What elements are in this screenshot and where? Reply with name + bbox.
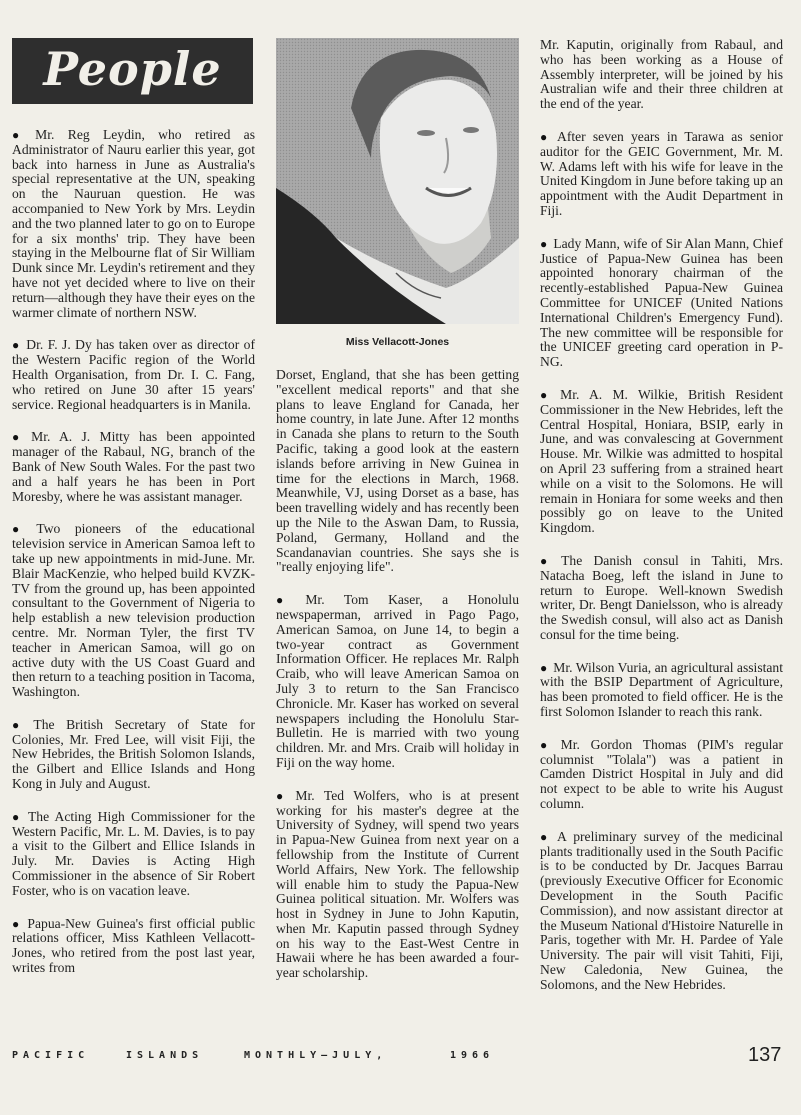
paragraph: ● Lady Mann, wife of Sir Alan Mann, Chief Justice of Papua-New Guinea has been appointed honorary chairman of the recently-established Papua-New Guinea Committee for UNICEF (United Nations International Children's Emergency Fund). The new committee will be responsible for the UNICEF greeting card operation in P-NG. xyxy=(540,235,783,370)
paragraph: ● Mr. Ted Wolfers, who is at present working for his master's degree at the University of Sydney, will spend two years in Papua-New Guinea from next year on a fellowship from the Institute of Current World Affairs, New York. The fellowship will enable him to study the Papua-New Guinea political situation. Mr. Wolfers was host in Sydney in June to John Kaputin, when Mr. Kaputin passed through Sydney on his way to the East-West Centre in Hawaii where he has been awarded a four-year scholarship. xyxy=(276,787,519,981)
bullet-icon: ● xyxy=(12,338,21,353)
paragraph: ● The Danish consul in Tahiti, Mrs. Natacha Boeg, left the island in June to return to Europe. Well-known Swedish writer, Dr. Bengt Danielsson, who is already the Swedish consul, will also act as Danish consul for the time being. xyxy=(540,552,783,642)
bullet-icon: ● xyxy=(12,809,22,824)
section-title: People xyxy=(43,42,222,96)
paragraph: ● Mr. Tom Kaser, a Honolulu newspaperman, arrived in Pago Pago, American Samoa, on June 14, to begin a two-year contract as Government Information Officer. He replaces Mr. Ralph Craib, who will leave American Samoa on July 3 to return to the San Francisco Chronicle. Mr. Kaser has worked on several newspapers including the Honolulu Star-Bulletin. He is married with two young children. Mr. and Mrs. Craib will holiday in Fiji on the way home. xyxy=(276,592,519,770)
bullet-icon: ● xyxy=(540,553,556,568)
bullet-icon: ● xyxy=(12,430,26,445)
paragraph: ● The British Secretary of State for Colonies, Mr. Fred Lee, will visit Fiji, the New Hebrides, the British Solomon Islands, the Gilbert and Ellice Islands and Hong Kong in July and August. xyxy=(12,716,255,792)
paragraph: ● Dr. F. J. Dy has taken over as director of the Western Pacific region of the World Health Organisation, from Dr. I. C. Fang, who retired on June 30 after 15 years' service. Regional headquarters is in Manila. xyxy=(12,337,255,412)
paragraph: Mr. Kaputin, originally from Rabaul, and who has been working as a House of Assembly interpreter, will be joined by his Australian wife and their three children at the end of the year. xyxy=(540,37,783,112)
paragraph: ● After seven years in Tarawa as senior auditor for the GEIC Government, Mr. M. W. Adams left with his wife for leave in the United Kingdom in June before taking up an appointment with the Audit Department in Fiji. xyxy=(540,128,784,218)
bullet-icon: ● xyxy=(12,522,31,537)
bullet-icon: ● xyxy=(540,129,552,144)
bullet-icon: ● xyxy=(540,829,551,844)
column-1 xyxy=(12,128,255,994)
paragraph: ● Mr. Wilson Vuria, an agricultural assistant with the BSIP Department of Agriculture, has been promoted to field officer. He is the first Solomon Islander to reach this rank. xyxy=(540,659,783,720)
bullet-icon: ● xyxy=(12,717,28,732)
footer-year: 1966 xyxy=(450,1050,495,1061)
paragraph: ● A preliminary survey of the medicinal plants traditionally used in the South Pacific is to be conducted by Dr. Jacques Barrau (previously Executive Officer for Economic Development in the South Pacific Commission), and now assistant director at the Museum National d'Histoire Naturelle in Paris, together with Mr. H. Pardee of Yale University. The pair will visit Tahiti, Fiji, New Caledonia, New Guinea, the Solomons, and the New Hebrides. xyxy=(540,828,783,992)
bullet-icon: ● xyxy=(12,916,22,931)
paragraph: ● The Acting High Commissioner for the Western Pacific, Mr. L. M. Davies, is to pay a visit to the Gilbert and Ellice Islands in July. Mr. Davies is Acting High Commissioner in the absence of Sir Robert Foster, who is on vacation leave. xyxy=(12,808,256,898)
paragraph: ● Mr. Gordon Thomas (PIM's regular columnist "Tolala") was a patient in Camden District Hospital in July and did not expect to be able to write his August column. xyxy=(540,736,783,812)
paragraph: Dorset, England, that she has been getting "excellent medical reports" and that she plans to leave England for Canada, her home country, in late June. After 12 months in Canada she plans to return to the South Pacific, taking a good look at the eastern islands before arriving in New Guinea in time for the elections in March, 1968. Meanwhile, VJ, using Dorset as a base, has been travelling widely and has recently been up the Nile to the Aswan Dam, to Russia, Poland, Germany, Holland and the Scandanavian countries. She says she is "really enjoying life". xyxy=(276,367,519,575)
column-3 xyxy=(540,38,783,1011)
paragraph: ● Mr. A. M. Wilkie, British Resident Commissioner in the New Hebrides, left the Central Hospital, Honiara, BSIP, early in June, and was convalescing at Government House. Mr. Wilkie was admitted to hospital on April 23 suffering from a strained heart while on a visit to the Solomons. He will remain in Honiara for some weeks and then possibly go on leave to the United Kingdom. xyxy=(540,386,784,536)
bullet-icon: ● xyxy=(12,128,30,142)
bullet-icon: ● xyxy=(540,660,548,675)
portrait-photo xyxy=(276,38,519,324)
paragraph: ● Mr. Reg Leydin, who retired as Administrator of Nauru earlier this year, got back into harness in June as Australia's special representative at the UN, speaking on the Nauruan question. He was accompanied to New York by Mrs. Leydin and the two planned later to go on to Europe for a six months' trip. They have been staying in the Melbourne flat of Sir William Dunk since Mr. Leydin's retirement and they have not yet decided where to live on their return—although they have their eyes on the warmer climate of northern NSW. xyxy=(12,127,256,320)
bullet-icon: ● xyxy=(276,593,300,608)
footer-islands: ISLANDS xyxy=(126,1050,204,1061)
photo-caption: Miss Vellacott-Jones xyxy=(345,336,450,348)
footer-monthly: MONTHLY—JULY, xyxy=(244,1050,388,1061)
footer-pacific: PACIFIC xyxy=(12,1050,90,1061)
section-banner xyxy=(12,38,253,104)
column-2 xyxy=(276,368,519,999)
bullet-icon: ● xyxy=(276,788,290,803)
paragraph: ● Mr. A. J. Mitty has been appointed manager of the Rabaul, NG, branch of the Bank of New South Wales. For the past two and a half years he has been in Port Moresby, where he was assistant manager. xyxy=(12,429,255,504)
bullet-icon: ● xyxy=(540,236,548,251)
paragraph: ● Papua-New Guinea's first official public relations officer, Miss Kathleen Vellacott-Jones, who retired from the post last year, writes from xyxy=(12,915,255,976)
paragraph: ● Two pioneers of the educational television service in American Samoa left to take up new appointments in mid-June. Mr. Blair MacKenzie, who helped build KVZK-TV from the ground up, has been appointed consultant to the Government of Nigeria to help establish a new television production centre. Mr. Norman Tyler, the first TV teacher in American Samoa, will go on active duty with the US Coast Guard and then return to a teaching position in Tacoma, Washington. xyxy=(12,521,255,700)
bullet-icon: ● xyxy=(540,737,555,752)
page-number: 137 xyxy=(748,1044,782,1066)
bullet-icon: ● xyxy=(540,387,555,402)
